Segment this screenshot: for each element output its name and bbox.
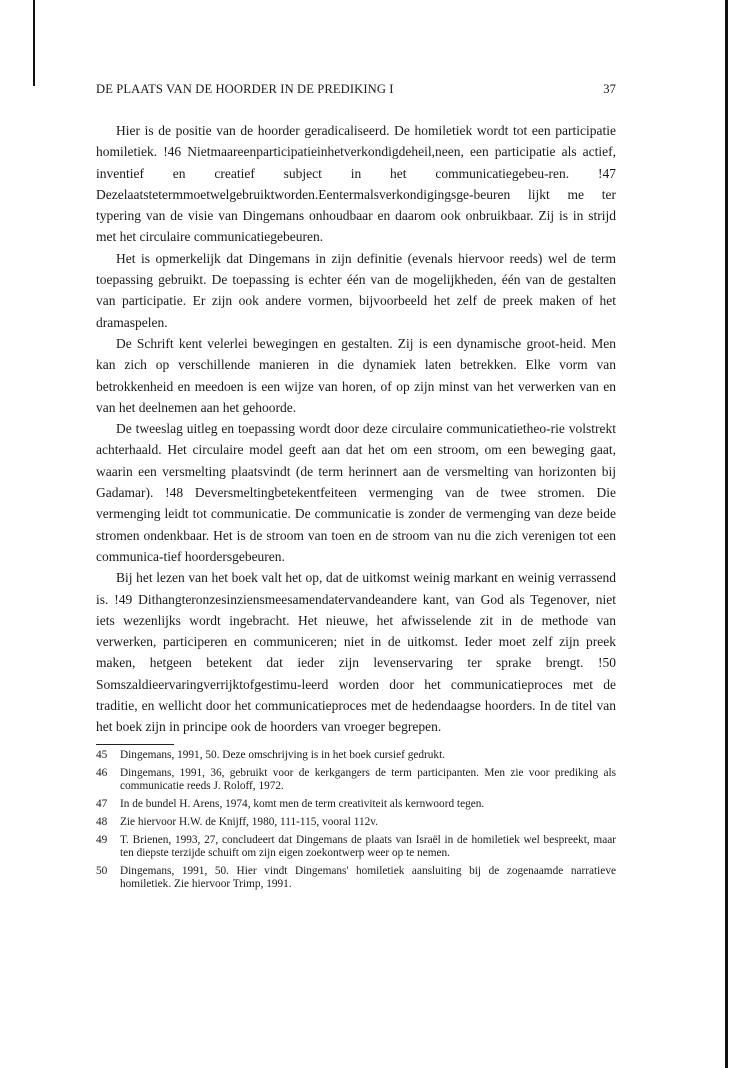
- footnote: [96, 767, 616, 794]
- scan-edge-right: [725, 0, 728, 1068]
- footnote-number: 46: [96, 766, 108, 779]
- paragraph: Het is opmerkelijk dat Dingemans in zijn definitie (evenals hiervoor reeds) wel de term toepassing gebruikt. De toepassing is echter één van de mogelijkheden, één van de gestalten van participatie. Er zijn ook andere vormen, bijvoorbeeld het zelf de preek maken of het dramaspelen.: [96, 250, 616, 330]
- footnotes: [96, 749, 616, 892]
- footnote-number: 48: [96, 815, 108, 828]
- footnote: [96, 834, 616, 861]
- footnote: [96, 798, 616, 811]
- running-head: [96, 82, 616, 102]
- body-text: [96, 120, 616, 738]
- footnote-text: Zie hiervoor H.W. de Knijff, 1980, 111-115, vooral 112v.: [120, 815, 379, 828]
- scan-edge-left: [33, 0, 35, 86]
- page-number: 37: [603, 82, 616, 96]
- footnote: [96, 865, 616, 892]
- footnote-number: 49: [96, 833, 108, 846]
- footnote: [96, 816, 616, 829]
- running-head-title: DE PLAATS VAN DE HOORDER IN DE PREDIKING I: [96, 82, 394, 96]
- footnote-text: Dingemans, 1991, 36, gebruikt voor de kerkgangers de term participanten. Men zie voor prediking als communicatie reeds J. Roloff, 1972.: [120, 766, 616, 792]
- page: [96, 82, 616, 896]
- footnote-text: T. Brienen, 1993, 27, concludeert dat Dingemans de plaats van Israël in de homiletiek wel bespreekt, maar ten diepste terzijde schuift om zijn eigen zoekontwerp weer op te nemen.: [120, 833, 616, 860]
- footnote-number: 50: [96, 864, 108, 877]
- paragraph: De Schrift kent velerlei bewegingen en gestalten. Zij is een dynamische groot-heid. Men kan zich op verschillende manieren in die dynamiek laten betrekken. Elke vorm van betrokkenheid en meedoen is een wijze van horen, of op zijn minst van het verwerken van en van het deelnemen aan het gehoorde.: [96, 335, 616, 415]
- footnote-number: 47: [96, 797, 108, 810]
- footnote-text: Dingemans, 1991, 50. Hier vindt Dingemans' homiletiek aansluiting bij de zogenaamde narratieve homiletiek. Zie hiervoor Trimp, 1991.: [120, 864, 616, 891]
- paragraph: Bij het lezen van het boek valt het op, dat de uitkomst weinig markant en weinig verrassend is. !49 Dithangteronzesinziensmeesamendatervandeandere kant, van God als Tegenover, niet iets wezenlijks wordt ingebracht. Het nieuwe, het afwisselende zit in de methode van verwerken, participeren en communiceren; niet in de uitkomst. Ieder moet zelf zijn preek maken, hetgeen betekent dat ieder zijn levenservaring ter sprake brengt. !50 Somszaldieervaringverrijktofgestimu-leerd worden door het communicatieproces met de traditie, en wellicht door het communicatieproces met de hedendaagse hoorders. In de titel van het boek zijn in principe ook de hoorders van vroeger begrepen.: [96, 570, 616, 735]
- footnote-text: Dingemans, 1991, 50. Deze omschrijving is in het boek cursief gedrukt.: [120, 748, 446, 761]
- footnote-rule: [96, 744, 174, 745]
- footnote-number: 45: [96, 748, 108, 761]
- footnote-text: In de bundel H. Arens, 1974, komt men de term creativiteit als kernwoord tegen.: [120, 797, 485, 810]
- paragraph: De tweeslag uitleg en toepassing wordt door deze circulaire communicatietheo-rie volstrekt achterhaald. Het circulaire model geeft aan dat het om een stroom, om een beweging gaat, waarin een versmelting plaatsvindt (de term herinnert aan de versmelting van horizonten bij Gadamar). !48 Deversmeltingbetekentfeiteen vermenging van de twee stromen. Die vermenging leidt tot communicatie. De communicatie is zonder de vermenging van deze beide stromen ondenkbaar. Het is de stroom van toen en de stroom van nu die zich verenigen tot een communica-tief hoordersgebeuren.: [96, 421, 616, 564]
- paragraph: Hier is de positie van de hoorder geradicaliseerd. De homiletiek wordt tot een participatie homiletiek. !46 Nietmaareenparticipatieinhetverkondigdeheil,neen, een participatie als actief, inventief en creatief subject in het communicatiegebeu-ren. !47 Dezelaatstetermmoetwelgebruiktworden.Eentermalsverkondigingsge-beuren lijkt me ter typering van de visie van Dingemans onhoudbaar en daarom ook onbruikbaar. Zij is in strijd met het circulaire communicatiegebeuren.: [96, 123, 616, 245]
- footnote: [96, 749, 616, 762]
